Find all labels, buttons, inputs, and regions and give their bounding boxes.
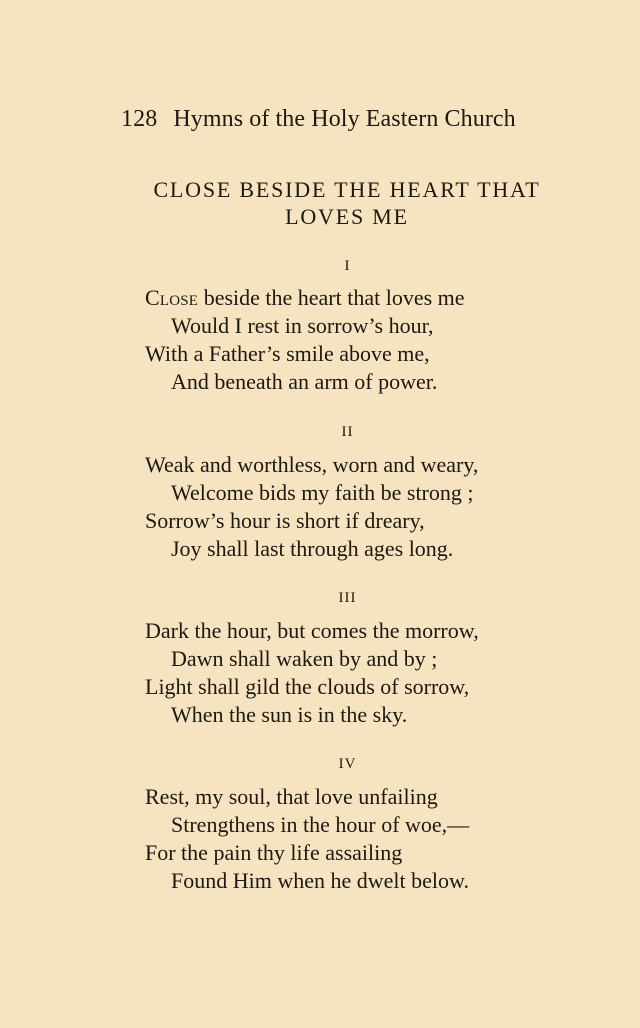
stanza-line: Strengthens in the hour of woe,—: [171, 812, 470, 837]
stanza-line: Would I rest in sorrow’s hour,: [171, 313, 434, 338]
stanza-line: Rest, my soul, that love unfailing: [145, 784, 438, 809]
stanza-number-4: IV: [338, 756, 357, 772]
stanza-line: Welcome bids my faith be strong ;: [171, 480, 474, 505]
stanza-2: [145, 451, 565, 563]
stanza-line-text: beside the heart that loves me: [198, 285, 465, 310]
running-title: Hymns of the Holy Eastern Church: [173, 106, 516, 132]
stanza-3: [145, 617, 565, 729]
hymn-title-line-1: CLOSE BESIDE THE HEART THAT: [153, 177, 541, 202]
stanza-line: For the pain thy life assailing: [145, 840, 403, 865]
stanza-first-word: Close: [145, 285, 199, 310]
stanza-line: With a Father’s smile above me,: [145, 341, 430, 366]
stanza-line: And beneath an arm of power.: [171, 369, 438, 394]
hymn-title-line-2: LOVES ME: [285, 204, 409, 229]
stanza-1: [145, 284, 565, 396]
stanza-line: Sorrow’s hour is short if dreary,: [145, 508, 425, 533]
stanza-line: Joy shall last through ages long.: [171, 536, 454, 561]
stanza-line: [145, 284, 565, 312]
stanza-number-1: I: [344, 258, 351, 274]
stanza-line: Weak and worthless, worn and weary,: [145, 452, 479, 477]
page-number: 128: [121, 106, 158, 132]
stanza-line: Dark the hour, but comes the morrow,: [145, 618, 479, 643]
running-header: [121, 104, 561, 134]
stanza-line: Found Him when he dwelt below.: [171, 868, 469, 893]
stanza-line: Light shall gild the clouds of sorrow,: [145, 674, 470, 699]
hymn-title: [110, 176, 584, 230]
stanza-number-3: III: [338, 590, 357, 606]
stanza-number-2: II: [341, 424, 354, 440]
stanza-4: [145, 783, 565, 895]
stanza-line: Dawn shall waken by and by ;: [171, 646, 438, 671]
stanza-line: When the sun is in the sky.: [171, 702, 408, 727]
